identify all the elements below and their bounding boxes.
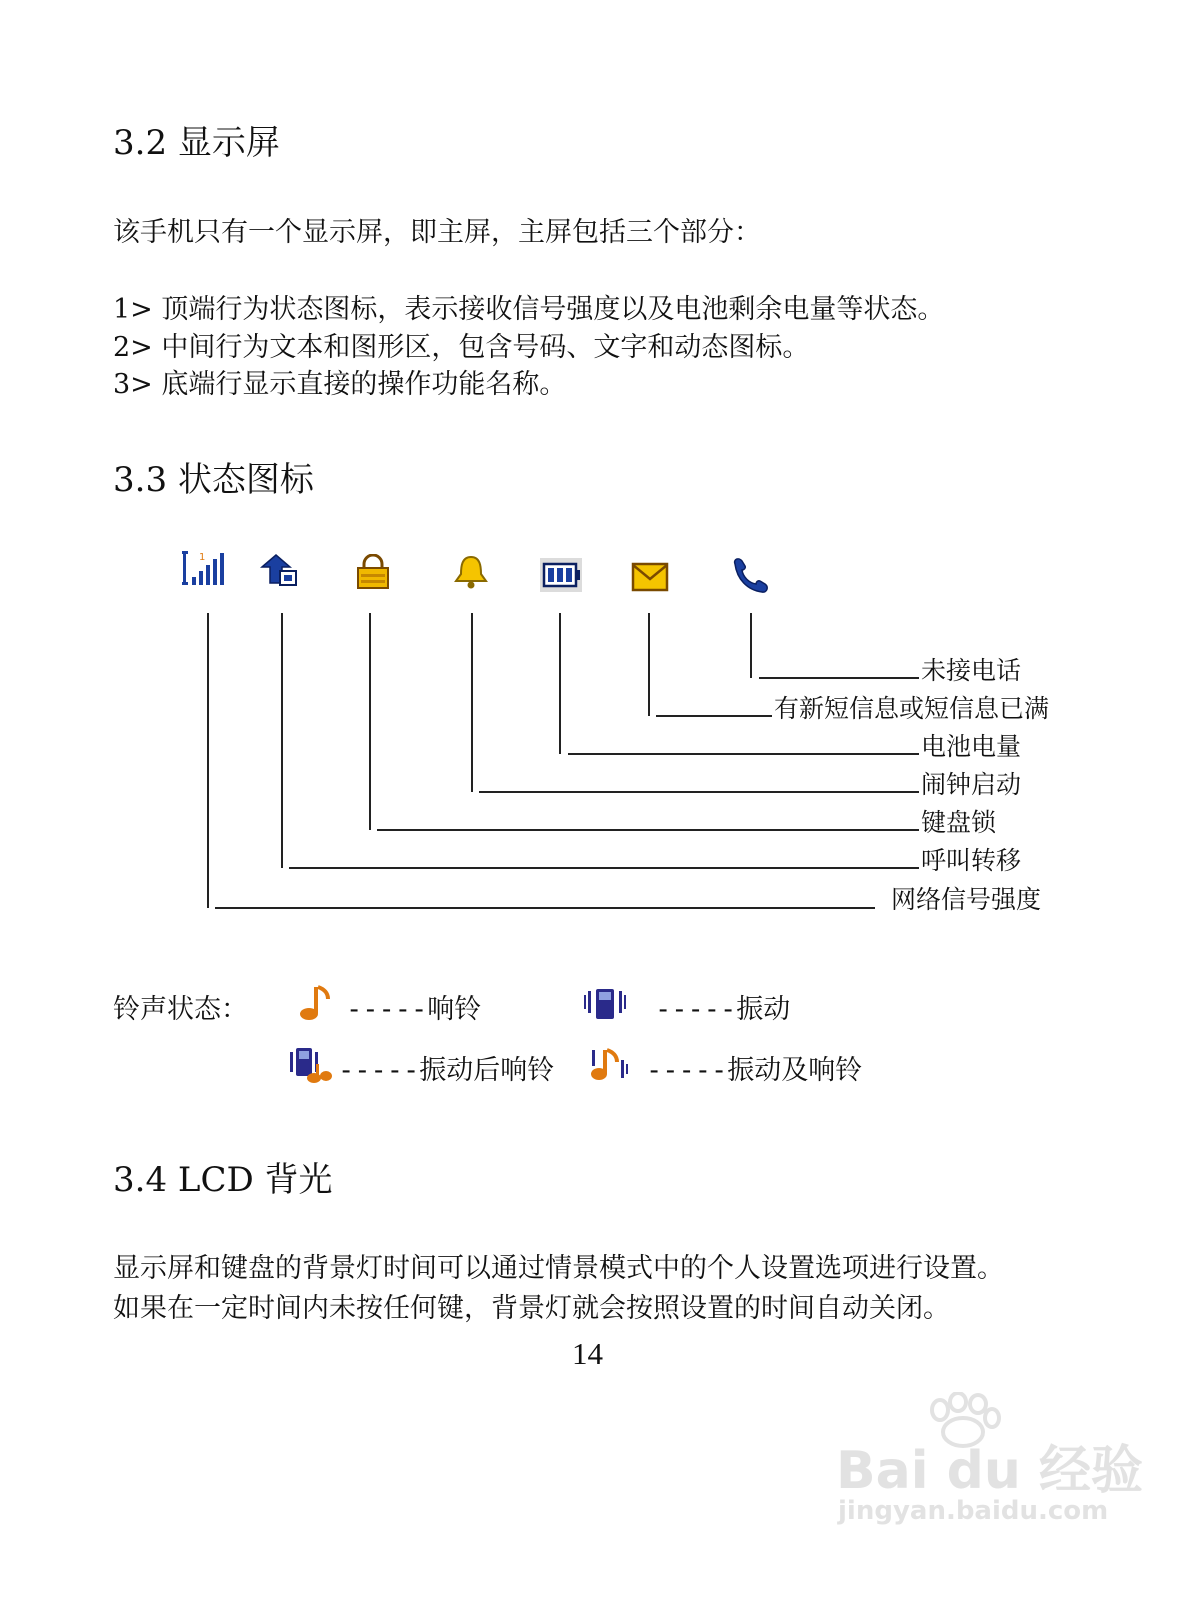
status-label-keypad-lock: 键盘锁 xyxy=(921,808,997,837)
status-label-signal: 网络信号强度 xyxy=(891,885,1042,914)
list-item: 2> 中间行为文本和图形区，包含号码、文字和动态图标。 xyxy=(113,332,810,363)
connector-line xyxy=(750,613,752,678)
call-forward-icon xyxy=(260,553,300,589)
connector-line xyxy=(568,753,919,755)
connector-line xyxy=(648,613,650,716)
connector-line xyxy=(369,613,371,830)
section-3-2-intro: 该手机只有一个显示屏，即主屏，主屏包括三个部分： xyxy=(113,217,761,248)
section-3-4-text: 如果在一定时间内未按任何键，背景灯就会按照设置的时间自动关闭。 xyxy=(113,1293,950,1324)
status-label-battery: 电池电量 xyxy=(921,732,1022,761)
vibrate-and-ring-icon xyxy=(589,1044,629,1084)
watermark-brand: Bai du 经验 xyxy=(836,1441,1143,1501)
signal-strength-icon xyxy=(182,549,232,589)
connector-line xyxy=(559,613,561,754)
connector-line xyxy=(471,613,473,792)
connector-line xyxy=(656,715,772,717)
ring-mode-vibrate-and-ring: -----振动及响铃 xyxy=(646,1055,863,1086)
section-3-4-title: 3.4 LCD 背光 xyxy=(113,1160,333,1200)
list-item: 1> 顶端行为状态图标，表示接收信号强度以及电池剩余电量等状态。 xyxy=(113,294,945,325)
ring-mode-vibrate-then-ring: -----振动后响铃 xyxy=(338,1055,555,1086)
connector-line xyxy=(759,677,919,679)
vibrate-icon xyxy=(584,983,626,1023)
page-number: 14 xyxy=(572,1336,603,1371)
connector-line xyxy=(289,867,919,869)
section-3-4-text: 显示屏和键盘的背景灯时间可以通过情景模式中的个人设置选项进行设置。 xyxy=(113,1253,1004,1284)
keypad-lock-icon xyxy=(355,554,391,590)
status-label-missed-call: 未接电话 xyxy=(921,656,1022,685)
envelope-icon xyxy=(631,561,669,593)
section-3-2-title: 3.2 显示屏 xyxy=(113,123,280,163)
list-item: 3> 底端行显示直接的操作功能名称。 xyxy=(113,369,567,400)
alarm-bell-icon xyxy=(453,554,489,590)
connector-line xyxy=(479,791,919,793)
status-label-alarm: 闹钟启动 xyxy=(921,770,1022,799)
missed-call-icon xyxy=(729,556,771,598)
battery-icon xyxy=(540,558,582,592)
connector-line xyxy=(377,829,919,831)
status-label-new-sms: 有新短信息或短信息已满 xyxy=(774,694,1050,723)
connector-line xyxy=(281,613,283,868)
ring-status-label: 铃声状态： xyxy=(113,994,248,1025)
ring-mode-vibrate: -----振动 xyxy=(655,994,791,1025)
status-label-call-forward: 呼叫转移 xyxy=(921,846,1022,875)
svg-text:1: 1 xyxy=(199,552,206,563)
ring-mode-ring: -----响铃 xyxy=(346,994,482,1025)
connector-line xyxy=(215,907,875,909)
ring-note-icon xyxy=(298,983,334,1023)
connector-line xyxy=(207,613,209,908)
vibrate-then-ring-icon xyxy=(288,1044,334,1084)
section-3-3-title: 3.3 状态图标 xyxy=(113,460,314,500)
watermark-url: jingyan.baidu.com xyxy=(838,1496,1109,1526)
